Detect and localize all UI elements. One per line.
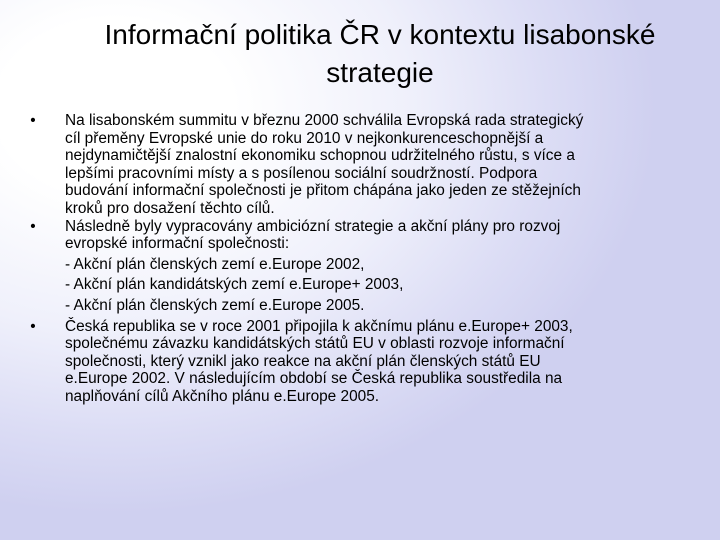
bullet-1-line-6: kroků pro dosažení těchto cílů. (65, 199, 275, 217)
bullet-3-line-1: Česká republika se v roce 2001 připojila k akčnímu plánu e.Europe+ 2003, (65, 317, 573, 335)
bullet-marker: • (30, 217, 36, 235)
bullet-1-line-4: lepšími pracovními místy a s posílenou sociální soudržností. Podpora (65, 164, 538, 182)
bullet-1-line-1: Na lisabonském summitu v březnu 2000 schválila Evropská rada strategický (65, 112, 584, 129)
slide-title (40, 16, 720, 92)
bullet-2-line-1: Následně byly vypracovány ambiciózní strategie a akční plány pro rozvoj (65, 217, 561, 235)
bullet-1-line-5: budování informační společnosti je přitom chápána jako jeden ze stěžejních (65, 182, 581, 200)
bullet-marker: • (30, 317, 36, 335)
bullet-1-line-2: cíl přeměny Evropské unie do roku 2010 v nejkonkurenceschopnější a (65, 129, 544, 147)
bullet-1-line-3: nejdynamičtější znalostní ekonomiku schopnou udržitelného růstu, s více a (65, 147, 575, 165)
bullet-item-3 (26, 318, 696, 406)
bullet-2-line-2: evropské informační společnosti: (65, 235, 290, 253)
bullet-3-line-3: společnosti, který vznikl jako reakce na akční plán členských států EU (65, 352, 541, 370)
slide-title-line-1: Informační politika ČR v kontextu lisabonské (104, 19, 656, 50)
bullet-3-line-2: společnému závazku kandidátských států EU v oblasti rozvoje informační (65, 335, 565, 353)
slide-title-line-2: strategie (326, 57, 434, 88)
slide-body (26, 112, 696, 406)
sub-item-eeurope-plus-2003: - Akční plán kandidátských zemí e.Europe+ 2003, (65, 276, 404, 294)
bullet-item-1 (26, 112, 696, 218)
sub-item-eeurope-2005: - Akční plán členských zemí e.Europe 2005. (65, 296, 365, 314)
bullet-3-line-5: naplňování cílů Akčního plánu e.Europe 2005. (65, 387, 380, 405)
bullet-3-line-4: e.Europe 2002. V následujícím období se Česká republika soustředila na (65, 370, 563, 388)
bullet-item-2 (26, 218, 696, 315)
sub-item-eeurope-2002: - Akční plán členských zemí e.Europe 2002, (65, 255, 365, 273)
bullet-marker: • (30, 112, 36, 129)
